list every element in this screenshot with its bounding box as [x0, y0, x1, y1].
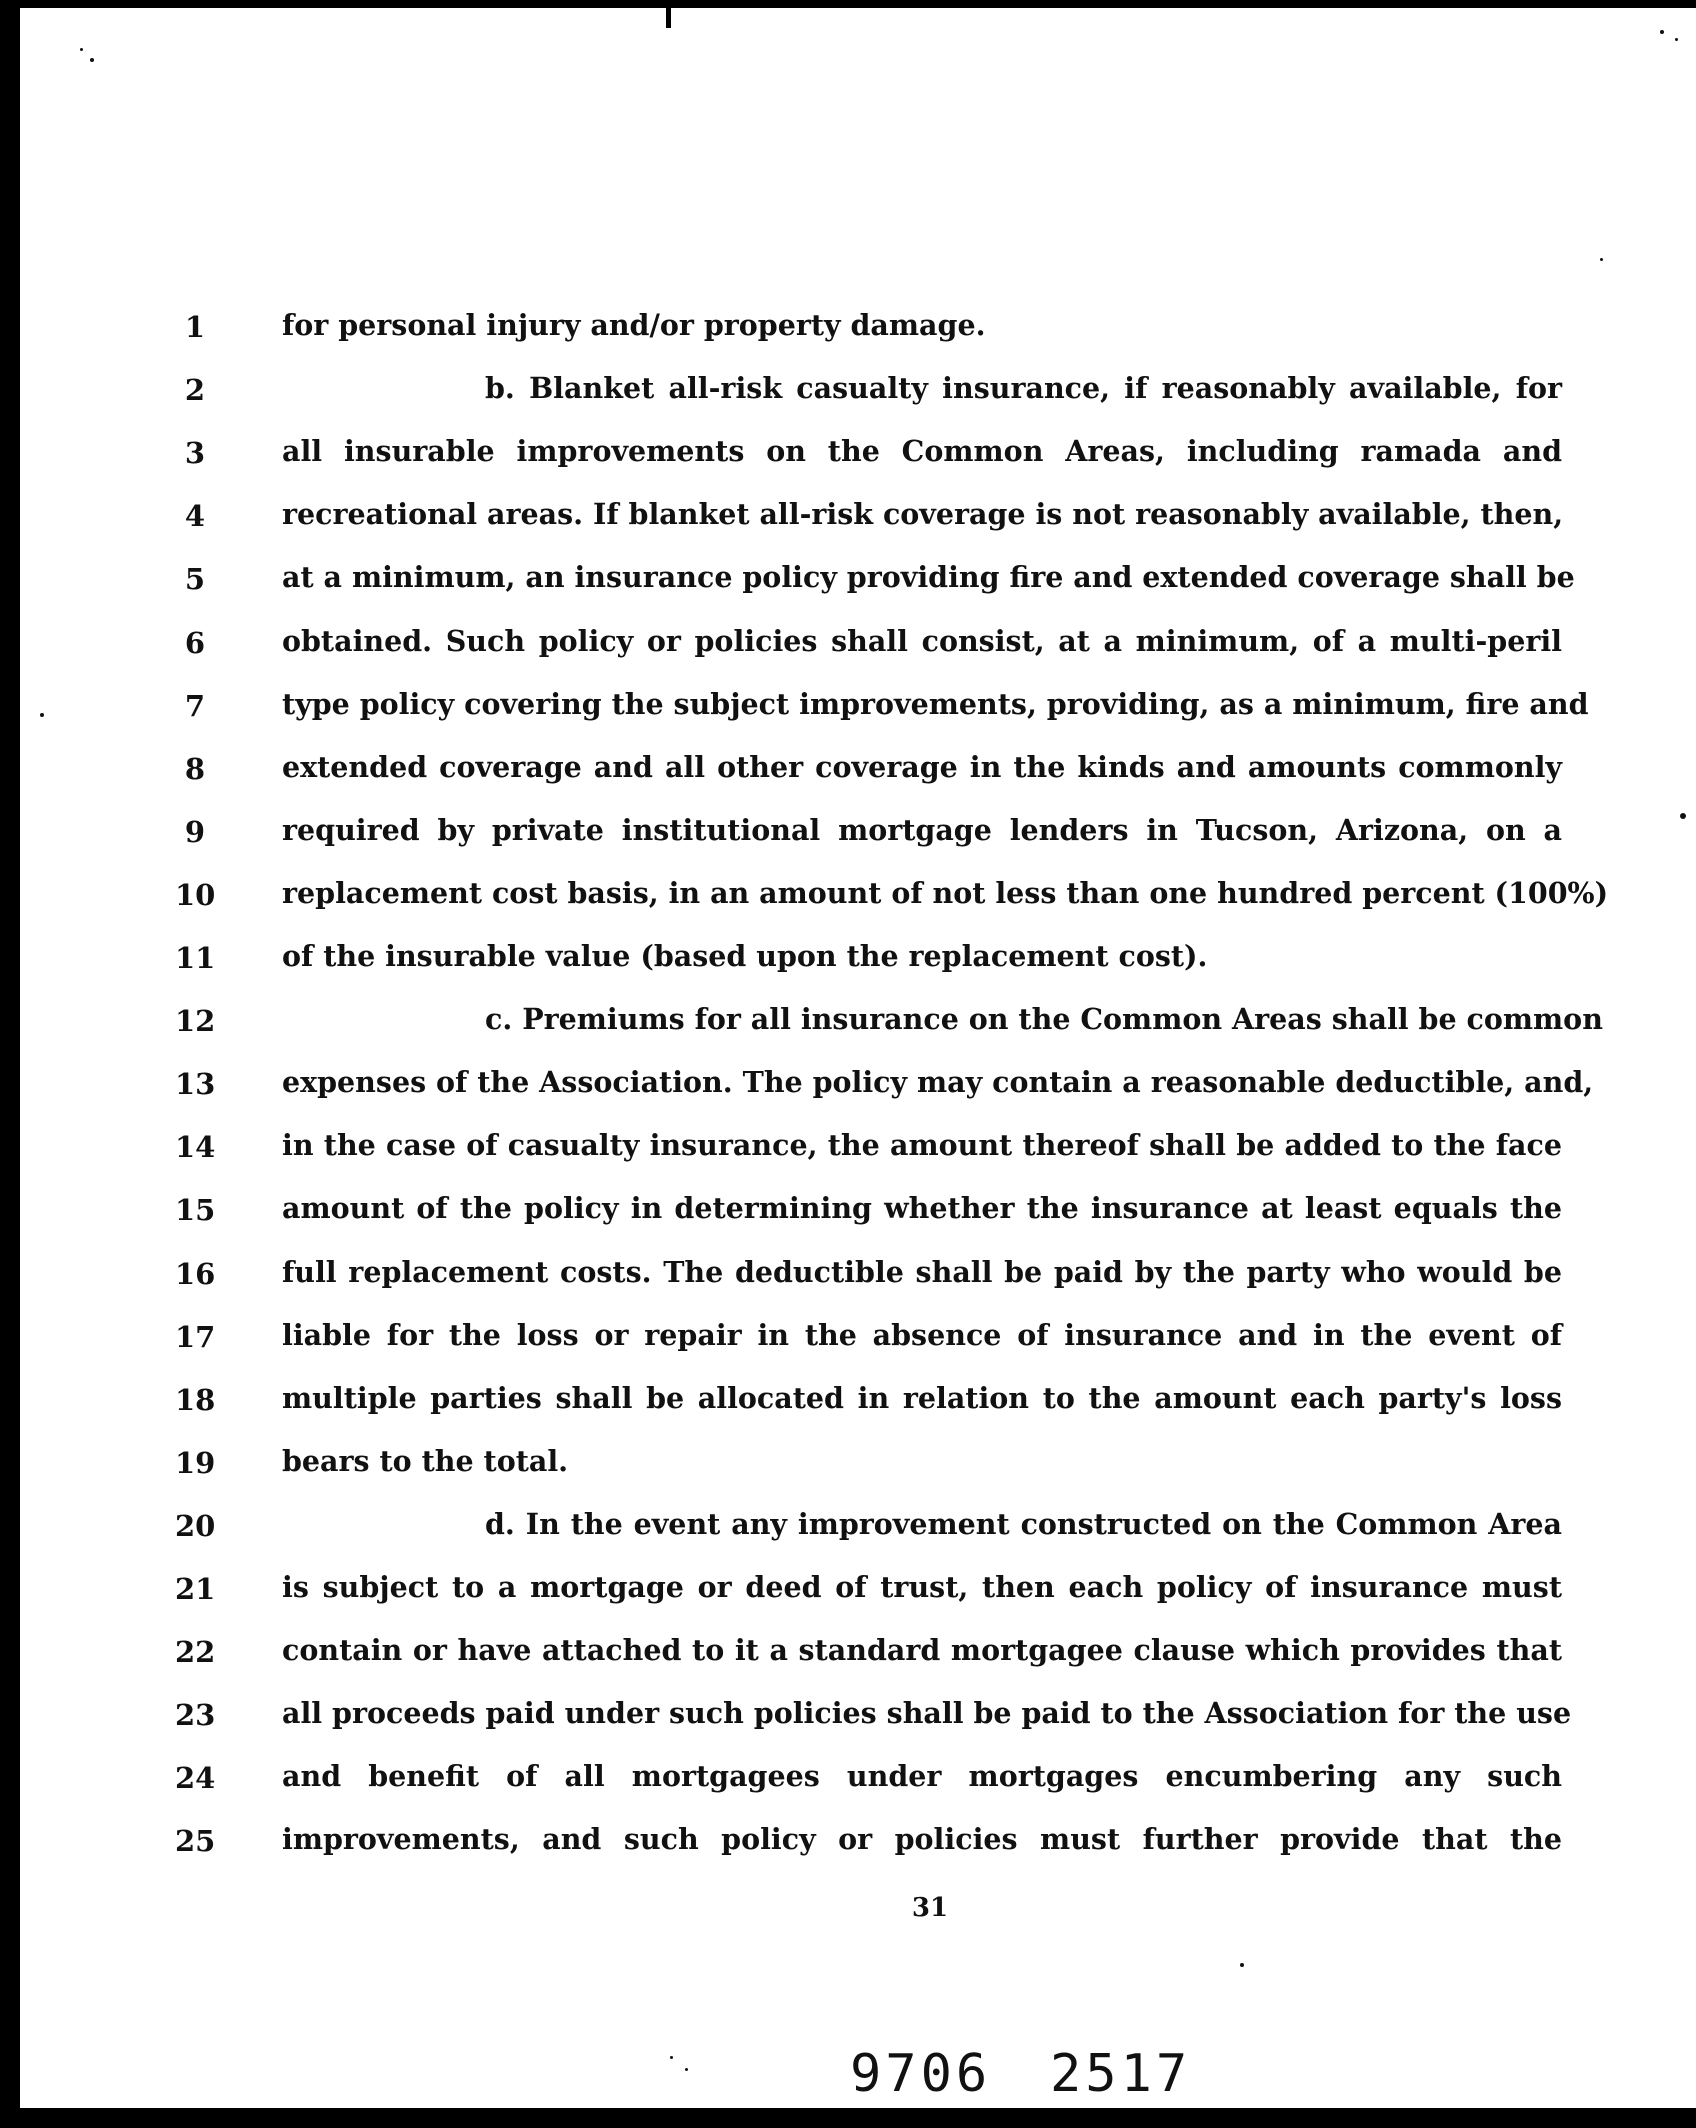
line-number: 11: [175, 941, 216, 975]
line-text: recreational areas. If blanket all-risk coverage is not reasonably available, then,: [282, 497, 1564, 531]
line-number: 16: [175, 1257, 216, 1291]
line-text: replacement cost basis, in an amount of not less than one hundred percent (100%): [282, 876, 1609, 910]
scan-speck: [90, 58, 94, 62]
line-text: all insurable improvements on the Common Areas, including ramada and: [282, 434, 1562, 468]
scan-speck: [685, 2068, 688, 2071]
line-number: 10: [175, 878, 216, 912]
line-number: 1: [184, 310, 206, 344]
line-number: 17: [175, 1320, 216, 1354]
line-number: 12: [175, 1004, 216, 1038]
line-text: for personal injury and/or property damage.: [282, 308, 986, 342]
line-text: amount of the policy in determining whether the insurance at least equals the: [282, 1191, 1562, 1225]
line-number: 13: [175, 1067, 216, 1101]
line-text: and benefit of all mortgagees under mortgages encumbering any such: [282, 1759, 1562, 1793]
scan-speck: [1680, 813, 1686, 819]
line-number: 22: [175, 1635, 216, 1669]
line-number: 5: [184, 562, 206, 596]
line-number: 21: [175, 1572, 216, 1606]
line-number: 9: [184, 815, 206, 849]
scan-speck: [1660, 30, 1664, 34]
line-number: 20: [175, 1509, 216, 1543]
line-text: c. Premiums for all insurance on the Common Areas shall be common: [485, 1002, 1603, 1036]
line-number: 25: [175, 1824, 216, 1858]
line-text: bears to the total.: [282, 1444, 569, 1478]
line-text: extended coverage and all other coverage in the kinds and amounts commonly: [282, 750, 1562, 784]
line-text: of the insurable value (based upon the replacement cost).: [282, 939, 1208, 973]
line-text: at a minimum, an insurance policy providing fire and extended coverage shall be: [282, 560, 1575, 594]
line-number: 4: [184, 499, 206, 533]
line-text: contain or have attached to it a standard mortgagee clause which provides that: [282, 1633, 1562, 1667]
line-text: b. Blanket all-risk casualty insurance, if reasonably available, for: [485, 371, 1562, 405]
stamp-number-right: 2517: [1050, 2044, 1192, 2104]
line-text: improvements, and such policy or policies must further provide that the: [282, 1822, 1562, 1856]
scan-speck: [1675, 38, 1678, 41]
line-number: 19: [175, 1446, 216, 1480]
page-number: 31: [911, 1893, 949, 1923]
line-text: obtained. Such policy or policies shall consist, at a minimum, of a multi-peril: [282, 624, 1562, 658]
document-page: [20, 8, 1696, 2108]
line-text: expenses of the Association. The policy may contain a reasonable deductible, and,: [282, 1065, 1594, 1099]
line-number: 3: [184, 436, 206, 470]
scan-speck: [40, 713, 44, 717]
line-text: all proceeds paid under such policies shall be paid to the Association for the use: [282, 1696, 1572, 1730]
line-text: type policy covering the subject improvements, providing, as a minimum, fire and: [282, 687, 1589, 721]
line-text: in the case of casualty insurance, the amount thereof shall be added to the face: [282, 1128, 1562, 1162]
line-number: 8: [184, 752, 206, 786]
line-number: 23: [175, 1698, 216, 1732]
line-text: is subject to a mortgage or deed of trust, then each policy of insurance must: [282, 1570, 1562, 1604]
line-number: 7: [184, 689, 206, 723]
scan-edge-mark: [666, 0, 671, 28]
scan-speck: [80, 48, 83, 51]
scan-speck: [670, 2056, 673, 2059]
line-text: multiple parties shall be allocated in relation to the amount each party's loss: [282, 1381, 1562, 1415]
line-text: full replacement costs. The deductible shall be paid by the party who would be: [282, 1255, 1562, 1289]
line-text: d. In the event any improvement constructed on the Common Area: [485, 1507, 1562, 1541]
stamp-number-left: 9706: [850, 2044, 992, 2104]
scan-speck: [1600, 258, 1603, 261]
line-number: 15: [175, 1193, 216, 1227]
line-number: 24: [175, 1761, 216, 1795]
line-number: 2: [184, 373, 206, 407]
line-number: 18: [175, 1383, 216, 1417]
line-number: 6: [184, 626, 206, 660]
scan-speck: [1240, 1963, 1244, 1967]
line-number: 14: [175, 1130, 216, 1164]
line-text: liable for the loss or repair in the absence of insurance and in the event of: [282, 1318, 1562, 1352]
line-text: required by private institutional mortgage lenders in Tucson, Arizona, on a: [282, 813, 1562, 847]
